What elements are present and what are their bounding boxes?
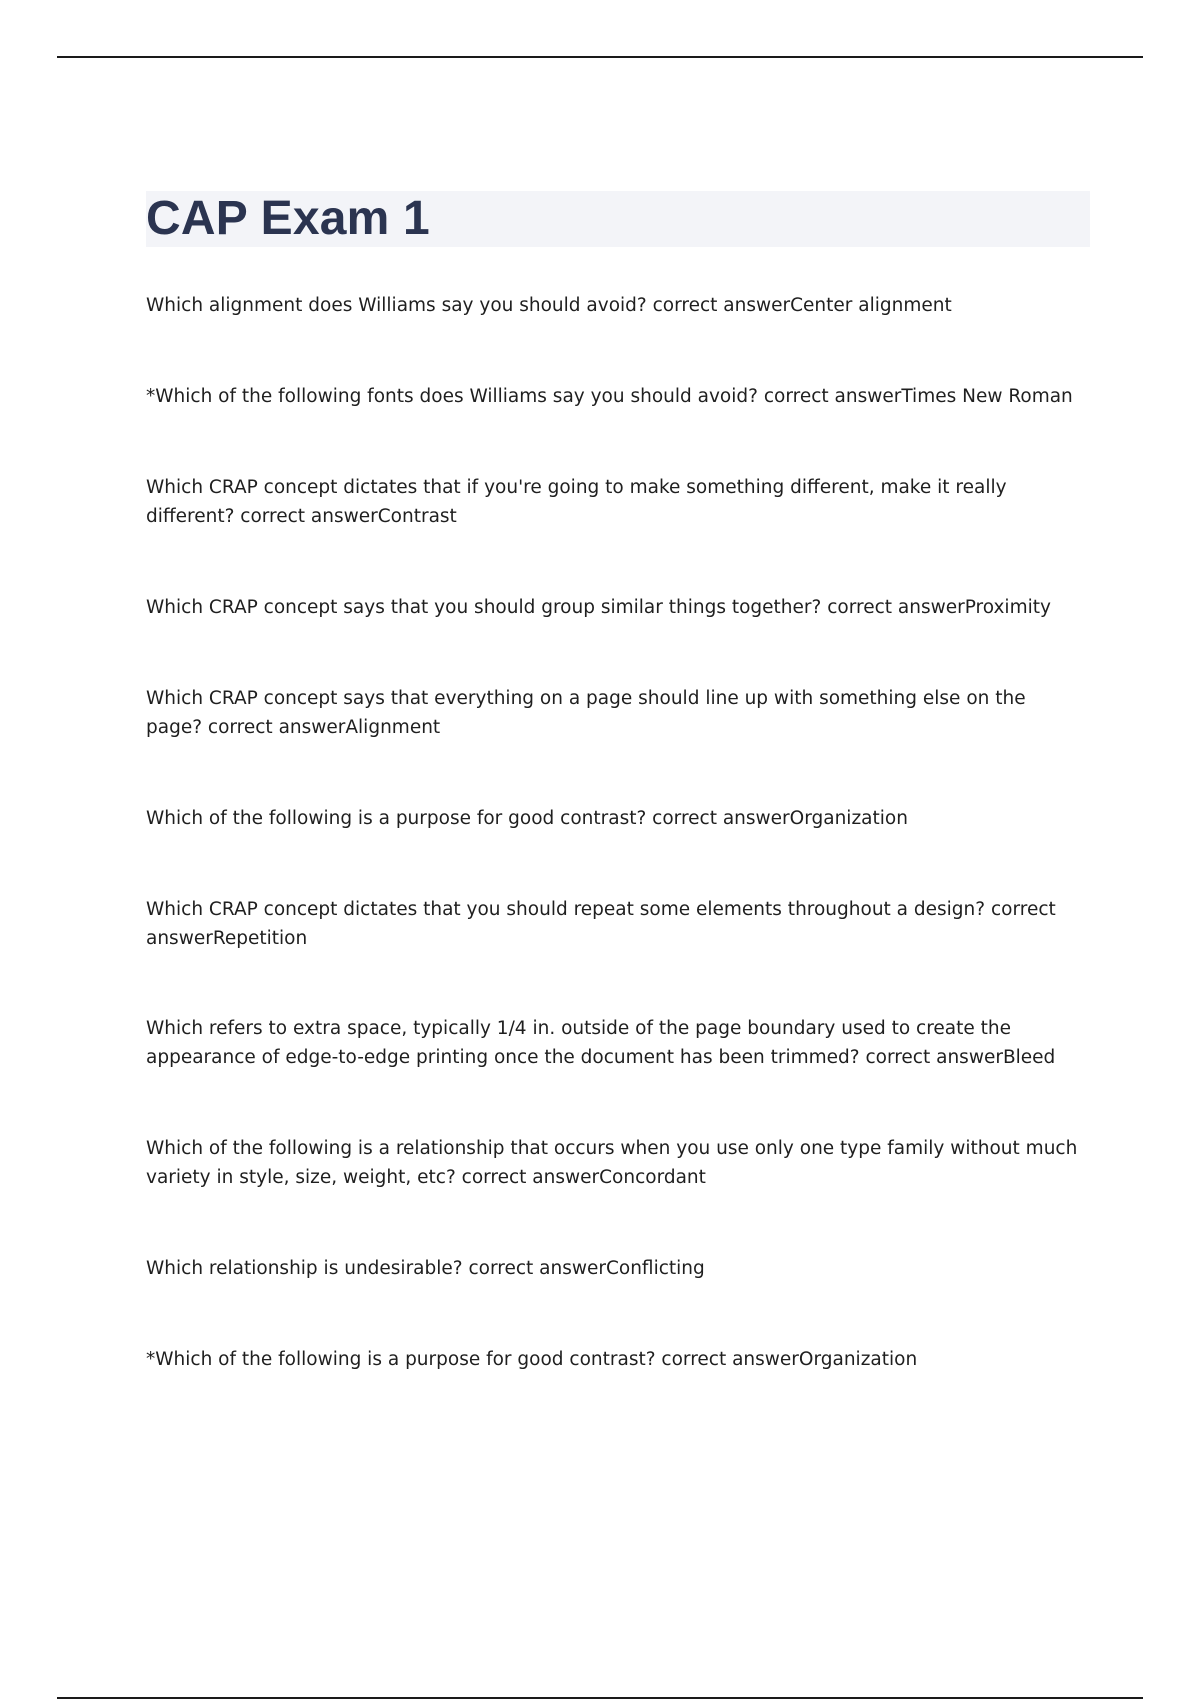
qa-item [146,593,1086,622]
answer-prefix: correct answer [455,1167,600,1188]
answer-text: Repetition [212,928,308,949]
question-text: Which of the following is a purpose for good contrast? [146,808,647,829]
answer-prefix: correct answer [646,808,790,829]
question-text: Which of the following is a relationship that occurs when you use only one type family without much variety in style, size, weight, etc? [146,1138,1078,1188]
answer-text: Organization [789,808,908,829]
qa-item [146,804,1086,833]
question-text: Which relationship is undesirable? [146,1258,463,1279]
answer-text: Conflicting [605,1258,705,1279]
qa-item [146,473,1086,531]
answer-text: Times New Roman [901,386,1073,407]
answer-prefix: correct answer [655,1349,799,1370]
question-text: Which refers to extra space, typically 1/4 in. outside of the page boundary used to create the appearance of edge-to-edge printing once the document has been trimmed? [146,1018,1012,1068]
qa-item [146,291,1086,320]
qa-item [146,895,1086,953]
document-title: CAP Exam 1 [146,192,430,245]
question-text: Which CRAP concept dictates that you should repeat some elements throughout a design? [146,899,986,920]
answer-text: Contrast [377,506,457,527]
qa-item [146,1345,1086,1374]
qa-item [146,1014,1086,1072]
answer-prefix: correct answer [202,717,346,738]
answer-text: Organization [798,1349,918,1370]
answer-prefix: correct answer [462,1258,606,1279]
question-text: *Which of the following fonts does Williams say you should avoid? [146,386,758,407]
qa-item [146,1134,1086,1192]
answer-text: Bleed [1002,1047,1056,1068]
answer-prefix: correct answer [859,1047,1003,1068]
question-text: Which CRAP concept dictates that if you're going to make something different, make it really different? [146,477,1007,527]
bottom-rule [57,1697,1143,1699]
answer-prefix: correct answer [234,506,378,527]
qa-item [146,382,1086,411]
qa-item [146,1254,1086,1283]
question-text: Which CRAP concept says that everything on a page should line up with something else on the page? [146,688,1026,738]
answer-prefix: correct answer [821,597,965,618]
question-text: Which CRAP concept says that you should group similar things together? [146,597,822,618]
answer-text: Center alignment [790,295,952,316]
answer-prefix: correct answer [757,386,902,407]
answer-prefix: correct answer [146,899,1056,949]
answer-text: Concordant [599,1167,706,1188]
answer-prefix: correct answer [646,295,791,316]
qa-item [146,684,1086,742]
answer-text: Alignment [345,717,441,738]
answer-text: Proximity [964,597,1051,618]
top-rule [57,56,1143,58]
question-text: *Which of the following is a purpose for good contrast? [146,1349,656,1370]
question-text: Which alignment does Williams say you should avoid? [146,295,647,316]
